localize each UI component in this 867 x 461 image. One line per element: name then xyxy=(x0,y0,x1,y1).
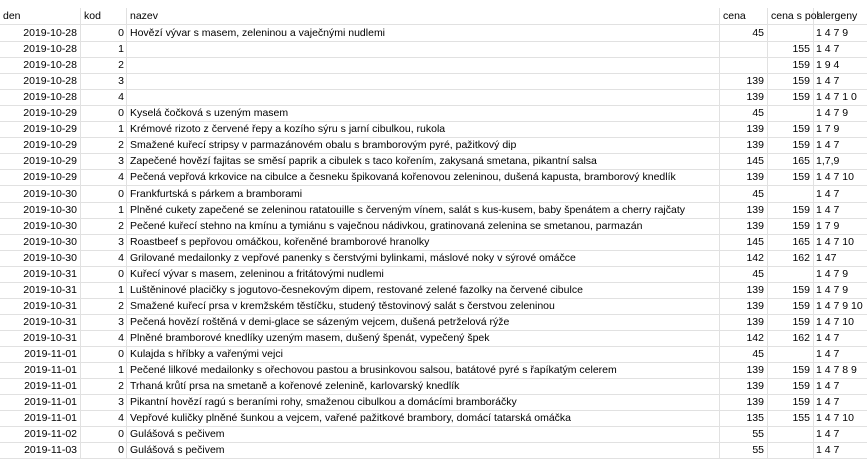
cell-kod[interactable]: 2 xyxy=(81,57,127,74)
cell-cena-s-pol[interactable]: 159 xyxy=(768,298,814,315)
cell-cena[interactable] xyxy=(720,57,768,74)
cell-cena-s-pol[interactable]: 159 xyxy=(768,121,814,138)
cell-cena-s-pol[interactable]: 155 xyxy=(768,410,814,427)
cell-den[interactable]: 2019-10-31 xyxy=(0,314,81,331)
cell-cena[interactable]: 139 xyxy=(720,362,768,379)
cell-cena-s-pol[interactable]: 159 xyxy=(768,394,814,411)
cell-cena-s-pol[interactable]: 159 xyxy=(768,137,814,154)
table-row xyxy=(0,137,867,154)
cell-kod[interactable]: 1 xyxy=(81,202,127,219)
cell-cena[interactable]: 45 xyxy=(720,266,768,283)
cell-alergeny[interactable]: 1,7,9 xyxy=(814,153,867,170)
cell-nazev[interactable]: Gulášová s pečivem xyxy=(127,426,720,443)
cell-cena[interactable]: 139 xyxy=(720,73,768,90)
cell-nazev[interactable]: Plněné cukety zapečené se zeleninou ratatouille s červeným vínem, salát s kus-kusem, baby špenátem a cherry rajčaty xyxy=(127,202,720,219)
header-row xyxy=(0,8,867,25)
cell-cena-s-pol[interactable]: 159 xyxy=(768,282,814,299)
cell-den[interactable]: 2019-10-29 xyxy=(0,121,81,138)
cell-cena-s-pol[interactable]: 165 xyxy=(768,234,814,251)
table-row xyxy=(0,218,867,235)
cell-cena-s-pol[interactable]: 159 xyxy=(768,218,814,235)
cell-den[interactable]: 2019-10-28 xyxy=(0,73,81,90)
cell-nazev[interactable] xyxy=(127,41,720,58)
table-row xyxy=(0,426,867,443)
cell-alergeny[interactable]: 1 4 7 xyxy=(814,378,867,395)
cell-cena[interactable]: 139 xyxy=(720,298,768,315)
table-row xyxy=(0,282,867,299)
cell-kod[interactable]: 3 xyxy=(81,153,127,170)
cell-cena-s-pol[interactable]: 159 xyxy=(768,89,814,106)
cell-nazev[interactable]: Kuřecí vývar s masem, zeleninou a fritátovými nudlemi xyxy=(127,266,720,283)
table-row xyxy=(0,121,867,138)
cell-cena[interactable]: 139 xyxy=(720,282,768,299)
cell-alergeny[interactable]: 1 4 7 xyxy=(814,426,867,443)
cell-cena-s-pol[interactable]: 159 xyxy=(768,57,814,74)
table-row xyxy=(0,394,867,411)
cell-den[interactable]: 2019-10-29 xyxy=(0,137,81,154)
cell-nazev[interactable]: Pikantní hovězí ragú s beraními rohy, smaženou cibulkou a domácími bramboráčky xyxy=(127,394,720,411)
cell-cena[interactable]: 45 xyxy=(720,105,768,122)
cell-cena-s-pol[interactable] xyxy=(768,442,814,459)
cell-alergeny[interactable]: 1 4 7 10 xyxy=(814,234,867,251)
cell-den[interactable]: 2019-10-31 xyxy=(0,298,81,315)
cell-cena[interactable]: 139 xyxy=(720,121,768,138)
cell-nazev[interactable]: Gulášová s pečivem xyxy=(127,442,720,459)
cell-den[interactable]: 2019-10-28 xyxy=(0,25,81,42)
cell-alergeny[interactable]: 1 4 7 10 xyxy=(814,314,867,331)
cell-cena-s-pol[interactable]: 162 xyxy=(768,330,814,347)
cell-nazev[interactable]: Hovězí vývar s masem, zeleninou a vaječnými nudlemi xyxy=(127,25,720,42)
cell-kod[interactable]: 0 xyxy=(81,25,127,42)
cell-kod[interactable]: 2 xyxy=(81,218,127,235)
table-row xyxy=(0,298,867,315)
table-row xyxy=(0,250,867,267)
cell-kod[interactable]: 3 xyxy=(81,314,127,331)
table-row xyxy=(0,57,867,74)
cell-kod[interactable]: 1 xyxy=(81,282,127,299)
header-cena-s-pol[interactable]: cena s pol xyxy=(768,8,814,25)
cell-nazev[interactable]: Trhaná krůtí prsa na smetaně a kořenové zelenině, karlovarský knedlík xyxy=(127,378,720,395)
cell-kod[interactable]: 2 xyxy=(81,137,127,154)
cell-nazev[interactable]: Pečené lilkové medailonky s ořechovou pastou a brusinkovou salsou, batátové pyré s řapíkatým celerem xyxy=(127,362,720,379)
cell-den[interactable]: 2019-10-28 xyxy=(0,57,81,74)
cell-cena-s-pol[interactable] xyxy=(768,186,814,203)
cell-nazev[interactable]: Grilované medailonky z vepřové panenky s čerstvými bylinkami, máslové noky v sýrové omáčce xyxy=(127,250,720,267)
cell-cena[interactable]: 139 xyxy=(720,378,768,395)
cell-cena-s-pol[interactable] xyxy=(768,25,814,42)
table-row xyxy=(0,186,867,203)
cell-den[interactable]: 2019-11-01 xyxy=(0,394,81,411)
cell-alergeny[interactable]: 1 7 9 xyxy=(814,121,867,138)
cell-nazev[interactable]: Roastbeef s pepřovou omáčkou, kořeněné bramborové hranolky xyxy=(127,234,720,251)
header-cena[interactable]: cena xyxy=(720,8,768,25)
cell-nazev[interactable]: Frankfurtská s párkem a bramborami xyxy=(127,186,720,203)
cell-nazev[interactable]: Smažené kuřecí prsa v kremžském těstíčku, studený těstovinový salát s čerstvou zeleninou xyxy=(127,298,720,315)
cell-den[interactable]: 2019-10-30 xyxy=(0,250,81,267)
cell-den[interactable]: 2019-11-01 xyxy=(0,346,81,363)
cell-kod[interactable]: 3 xyxy=(81,234,127,251)
cell-cena-s-pol[interactable]: 159 xyxy=(768,362,814,379)
cell-alergeny[interactable]: 1 4 7 xyxy=(814,41,867,58)
cell-cena[interactable]: 139 xyxy=(720,89,768,106)
cell-den[interactable]: 2019-10-30 xyxy=(0,186,81,203)
cell-alergeny[interactable]: 1 9 4 xyxy=(814,57,867,74)
cell-nazev[interactable]: Pečená hovězí roštěná v demi-glace se sázeným vejcem, dušená petrželová rýže xyxy=(127,314,720,331)
header-kod[interactable]: kod xyxy=(81,8,127,25)
table-row xyxy=(0,346,867,363)
header-alergeny[interactable]: alergeny xyxy=(814,8,867,25)
cell-den[interactable]: 2019-10-30 xyxy=(0,218,81,235)
cell-cena[interactable]: 139 xyxy=(720,314,768,331)
cell-cena[interactable]: 135 xyxy=(720,410,768,427)
cell-cena-s-pol[interactable] xyxy=(768,105,814,122)
table-row xyxy=(0,41,867,58)
cell-nazev[interactable]: Krémové rizoto z červené řepy a kozího sýru s jarní cibulkou, rukola xyxy=(127,121,720,138)
table-row xyxy=(0,266,867,283)
cell-alergeny[interactable]: 1 47 xyxy=(814,250,867,267)
cell-alergeny[interactable]: 1 4 7 xyxy=(814,186,867,203)
cell-nazev[interactable]: Vepřové kuličky plněné šunkou a vejcem, vařené pažitkové brambory, domácí tatarská omáčka xyxy=(127,410,720,427)
cell-cena[interactable]: 45 xyxy=(720,346,768,363)
table-row xyxy=(0,234,867,251)
cell-cena-s-pol[interactable]: 159 xyxy=(768,169,814,186)
table-row xyxy=(0,362,867,379)
table-row xyxy=(0,378,867,395)
header-den[interactable]: den xyxy=(0,8,81,25)
cell-den[interactable]: 2019-10-29 xyxy=(0,105,81,122)
cell-cena-s-pol[interactable] xyxy=(768,426,814,443)
cell-alergeny[interactable]: 1 4 7 xyxy=(814,442,867,459)
cell-alergeny[interactable]: 1 4 7 9 10 xyxy=(814,298,867,315)
cell-den[interactable]: 2019-10-30 xyxy=(0,234,81,251)
table-row xyxy=(0,105,867,122)
cell-alergeny[interactable]: 1 7 9 xyxy=(814,218,867,235)
cell-den[interactable]: 2019-11-01 xyxy=(0,362,81,379)
cell-den[interactable]: 2019-10-28 xyxy=(0,41,81,58)
cell-alergeny[interactable]: 1 4 7 10 xyxy=(814,169,867,186)
table-row xyxy=(0,153,867,170)
cell-kod[interactable]: 3 xyxy=(81,394,127,411)
cell-den[interactable]: 2019-10-29 xyxy=(0,169,81,186)
cell-den[interactable]: 2019-11-01 xyxy=(0,378,81,395)
table-row xyxy=(0,330,867,347)
cell-kod[interactable]: 4 xyxy=(81,250,127,267)
cell-alergeny[interactable]: 1 4 7 10 xyxy=(814,410,867,427)
cell-alergeny[interactable]: 1 4 7 9 xyxy=(814,25,867,42)
cell-cena[interactable]: 55 xyxy=(720,426,768,443)
cell-cena-s-pol[interactable]: 159 xyxy=(768,73,814,90)
header-nazev[interactable]: nazev xyxy=(127,8,720,25)
cell-kod[interactable]: 0 xyxy=(81,442,127,459)
cell-cena[interactable]: 139 xyxy=(720,202,768,219)
cell-kod[interactable]: 0 xyxy=(81,105,127,122)
cell-nazev[interactable]: Luštěninové placičky s jogutovo-česnekovým dipem, restované zelené fazolky na červené cibulce xyxy=(127,282,720,299)
cell-den[interactable]: 2019-11-02 xyxy=(0,426,81,443)
table-row xyxy=(0,442,867,459)
cell-kod[interactable]: 2 xyxy=(81,378,127,395)
cell-den[interactable]: 2019-11-01 xyxy=(0,410,81,427)
cell-kod[interactable]: 4 xyxy=(81,410,127,427)
table-row xyxy=(0,410,867,427)
cell-nazev[interactable]: Zapečené hovězí fajitas se směsí paprik a cibulek s taco kořením, zakysaná smetana, pikantní salsa xyxy=(127,153,720,170)
cell-den[interactable]: 2019-10-31 xyxy=(0,266,81,283)
cell-nazev[interactable]: Kulajda s hříbky a vařenými vejci xyxy=(127,346,720,363)
cell-kod[interactable]: 1 xyxy=(81,121,127,138)
cell-cena[interactable]: 142 xyxy=(720,250,768,267)
cell-cena-s-pol[interactable]: 159 xyxy=(768,378,814,395)
cell-den[interactable]: 2019-10-30 xyxy=(0,202,81,219)
cell-alergeny[interactable]: 1 4 7 1 0 xyxy=(814,89,867,106)
table-row xyxy=(0,169,867,186)
cell-kod[interactable]: 3 xyxy=(81,73,127,90)
cell-cena[interactable]: 45 xyxy=(720,25,768,42)
cell-alergeny[interactable]: 1 4 7 8 9 xyxy=(814,362,867,379)
cell-cena-s-pol[interactable]: 165 xyxy=(768,153,814,170)
cell-kod[interactable]: 0 xyxy=(81,346,127,363)
cell-alergeny[interactable]: 1 4 7 9 xyxy=(814,282,867,299)
cell-kod[interactable]: 0 xyxy=(81,266,127,283)
cell-cena[interactable]: 45 xyxy=(720,186,768,203)
cell-cena[interactable]: 55 xyxy=(720,442,768,459)
cell-kod[interactable]: 4 xyxy=(81,330,127,347)
cell-cena[interactable]: 139 xyxy=(720,137,768,154)
cell-cena-s-pol[interactable]: 159 xyxy=(768,202,814,219)
cell-alergeny[interactable]: 1 4 7 9 xyxy=(814,105,867,122)
cell-nazev[interactable]: Plněné bramborové knedlíky uzeným masem, dušený špenát, vypečený špek xyxy=(127,330,720,347)
cell-alergeny[interactable]: 1 4 7 xyxy=(814,73,867,90)
cell-nazev[interactable]: Pečená vepřová krkovice na cibulce a česneku špikovaná kořenovou zeleninou, dušená kapusta, bramborový knedlík xyxy=(127,169,720,186)
cell-nazev[interactable]: Kyselá čočková s uzeným masem xyxy=(127,105,720,122)
cell-den[interactable]: 2019-10-28 xyxy=(0,89,81,106)
cell-kod[interactable]: 0 xyxy=(81,426,127,443)
cell-kod[interactable]: 4 xyxy=(81,169,127,186)
cell-alergeny[interactable]: 1 4 7 9 xyxy=(814,266,867,283)
cell-cena-s-pol[interactable] xyxy=(768,346,814,363)
cell-cena[interactable]: 139 xyxy=(720,218,768,235)
cell-cena[interactable] xyxy=(720,41,768,58)
cell-alergeny[interactable]: 1 4 7 xyxy=(814,346,867,363)
cell-nazev[interactable] xyxy=(127,89,720,106)
table-row xyxy=(0,202,867,219)
cell-den[interactable]: 2019-10-31 xyxy=(0,282,81,299)
table-row xyxy=(0,25,867,42)
cell-kod[interactable]: 1 xyxy=(81,41,127,58)
cell-kod[interactable]: 1 xyxy=(81,362,127,379)
cell-cena-s-pol[interactable]: 155 xyxy=(768,41,814,58)
cell-nazev[interactable]: Smažené kuřecí stripsy v parmazánovém obalu s bramborovým pyré, pažitkový dip xyxy=(127,137,720,154)
table-row xyxy=(0,314,867,331)
cell-alergeny[interactable]: 1 4 7 xyxy=(814,394,867,411)
cell-den[interactable]: 2019-10-31 xyxy=(0,330,81,347)
cell-alergeny[interactable]: 1 4 7 xyxy=(814,137,867,154)
cell-alergeny[interactable]: 1 4 7 xyxy=(814,330,867,347)
cell-cena[interactable]: 139 xyxy=(720,394,768,411)
cell-alergeny[interactable]: 1 4 7 xyxy=(814,202,867,219)
cell-nazev[interactable] xyxy=(127,73,720,90)
cell-cena[interactable]: 139 xyxy=(720,169,768,186)
table-row xyxy=(0,89,867,106)
cell-nazev[interactable]: Pečené kuřecí stehno na kmínu a tymiánu s vaječnou nádivkou, gratinovaná zelenina se smetanou, parmazán xyxy=(127,218,720,235)
cell-cena-s-pol[interactable]: 159 xyxy=(768,314,814,331)
cell-nazev[interactable] xyxy=(127,57,720,74)
cell-cena-s-pol[interactable]: 162 xyxy=(768,250,814,267)
cell-kod[interactable]: 4 xyxy=(81,89,127,106)
cell-cena[interactable]: 142 xyxy=(720,330,768,347)
table-row xyxy=(0,73,867,90)
cell-den[interactable]: 2019-11-03 xyxy=(0,442,81,459)
cell-cena[interactable]: 145 xyxy=(720,153,768,170)
cell-kod[interactable]: 0 xyxy=(81,186,127,203)
cell-cena-s-pol[interactable] xyxy=(768,266,814,283)
cell-cena[interactable]: 145 xyxy=(720,234,768,251)
cell-kod[interactable]: 2 xyxy=(81,298,127,315)
cell-den[interactable]: 2019-10-29 xyxy=(0,153,81,170)
